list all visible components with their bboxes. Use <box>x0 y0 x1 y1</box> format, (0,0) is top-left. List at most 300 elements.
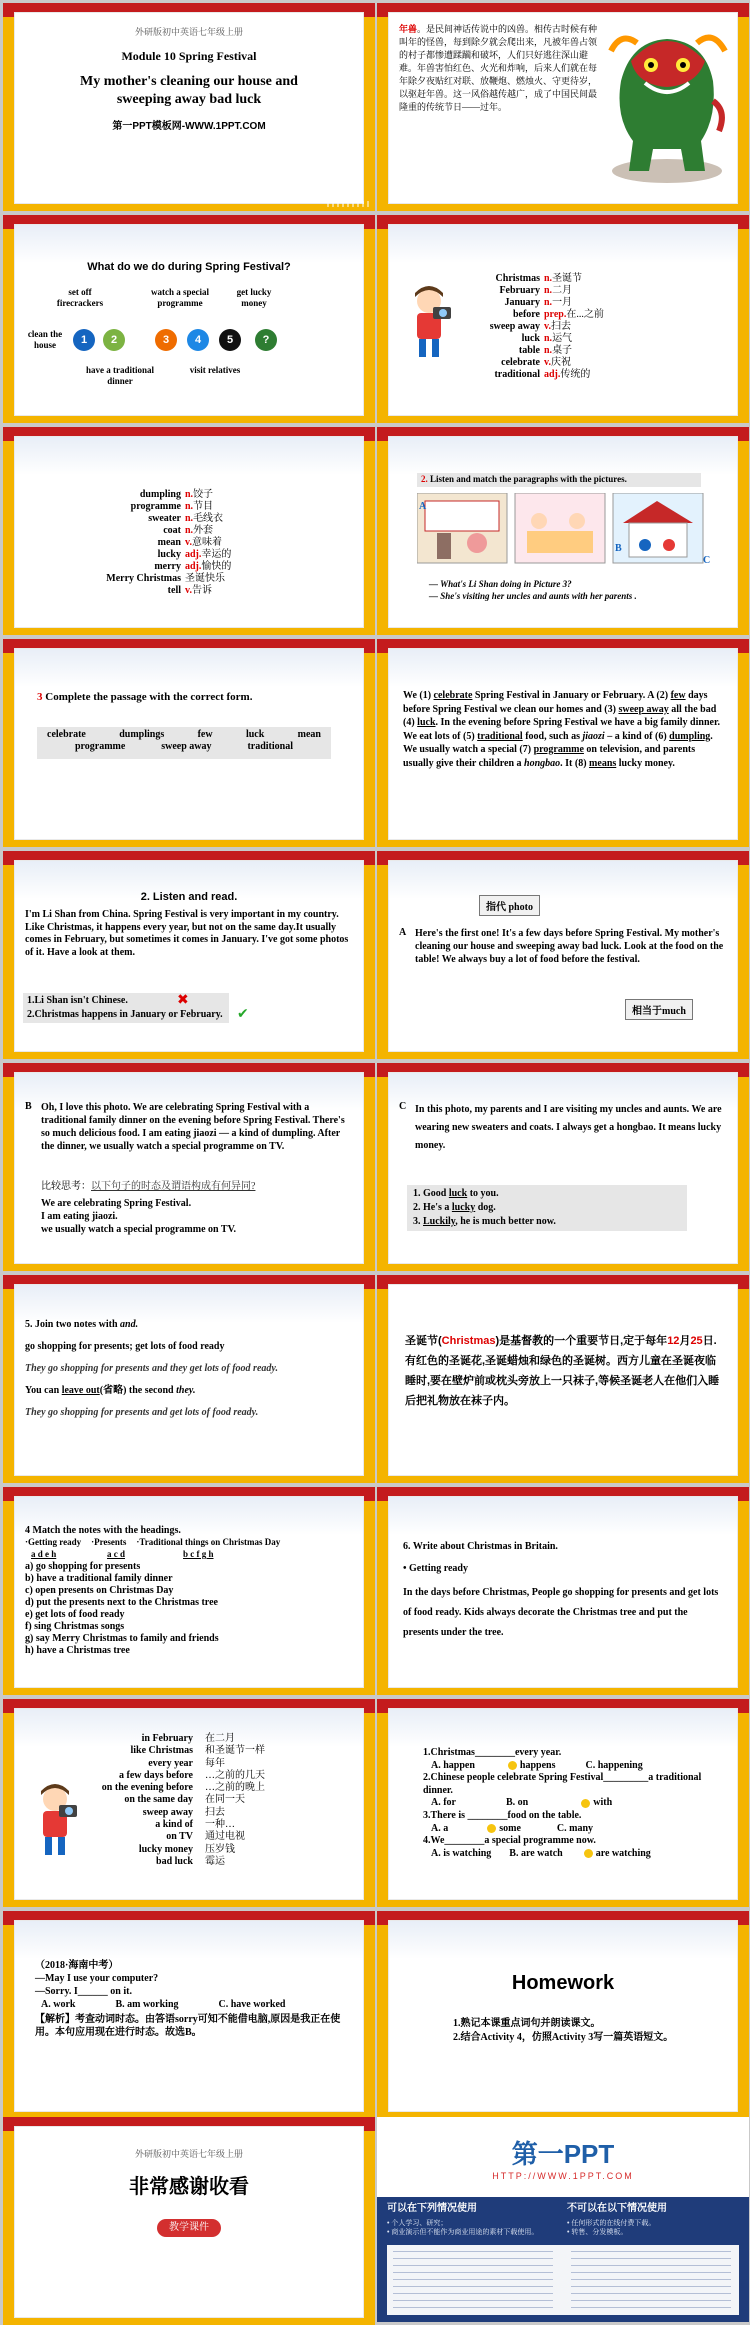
activities-title: What do we do during Spring Festival? <box>87 261 291 273</box>
phrase-meaning: 一种… <box>205 1819 235 1831</box>
true-false-box <box>23 993 229 1023</box>
answer-5: traditional <box>477 730 523 742</box>
quiz-question: 2.Chinese people celebrate Spring Festival_________a traditional dinner. <box>423 1772 702 1796</box>
quiz-option[interactable]: A. happen <box>431 1759 475 1771</box>
slide-10[interactable] <box>377 851 749 1059</box>
word-bank-item: traditional <box>247 741 293 752</box>
bulb-icon <box>584 1849 593 1858</box>
slide-11[interactable] <box>3 1063 375 1271</box>
passage-text: lucky money. <box>618 757 675 769</box>
picture-question: — What's Li Shan doing in Picture 3? <box>429 579 572 589</box>
vocab-row <box>35 525 231 537</box>
quiz-option[interactable]: A. for <box>431 1797 456 1809</box>
lesson-title <box>15 73 363 109</box>
word-forms-box <box>407 1185 687 1231</box>
word: dumpling <box>139 489 181 500</box>
passage-text: . It (8) <box>560 757 587 769</box>
vocab-list-2 <box>35 489 231 597</box>
slide-2[interactable] <box>377 3 749 211</box>
phrase: a kind of <box>155 1819 193 1831</box>
exam-question <box>35 1959 349 2039</box>
example-1: We are celebrating Spring Festival. <box>41 1198 192 1209</box>
note-item: a) go shopping for presents <box>25 1561 141 1572</box>
three-pictures <box>417 493 707 567</box>
bulb-icon <box>508 1761 517 1770</box>
quiz-option-correct[interactable] <box>578 1797 612 1810</box>
word-meaning: 二月 <box>552 285 573 296</box>
form-line-3 <box>413 1215 681 1229</box>
word-meaning: 告诉 <box>191 585 212 596</box>
slide-13[interactable] <box>3 1275 375 1483</box>
nian-text <box>399 23 599 114</box>
phrase-row <box>71 1758 265 1770</box>
vocab-row <box>35 585 231 597</box>
exam-option[interactable]: B. am working <box>115 1999 179 2010</box>
listen-paragraph: I'm Li Shan from China. Spring Festival is very important in my country. Like Christmas, it happens every year, but not on the same day.It usually comes in February, but sometimes it comes in January. I've got some photos of it. Have a look at them. <box>25 909 349 958</box>
vocab-row <box>35 549 231 561</box>
note-item: b) have a traditional family dinner <box>25 1573 173 1584</box>
statement-2: 2.Christmas happens in January or February. <box>27 1009 223 1020</box>
note-item: c) open presents on Christmas Day <box>25 1585 174 1596</box>
paragraph-a-text: Here's the first one! It's a few days before Spring Festival. My mother's cleaning our house and sweeping away bad luck. Look at the food on the table! We always buy a lot of food before the festival. <box>415 928 724 965</box>
join-result-2: They go shopping for presents and get lots of food ready. <box>25 1407 259 1418</box>
note-item: f) sing Christmas songs <box>25 1621 125 1632</box>
join-title-text: 5. Join two notes with <box>25 1319 118 1330</box>
label-lucky-money: get lucky money <box>236 287 272 308</box>
answer-3: sweep away <box>618 703 669 715</box>
quiz-card <box>389 1709 737 1899</box>
paragraph-b-card <box>15 1073 363 1263</box>
quiz-list <box>423 1747 723 1860</box>
homework-card <box>389 1921 737 2111</box>
join-title-word: and. <box>120 1319 139 1330</box>
statement-1: 1.Li Shan isn't Chinese. <box>27 995 128 1006</box>
vocab-row <box>439 345 604 357</box>
heading-key-3: b c f g h <box>183 1549 214 1559</box>
links-panel <box>387 2245 739 2315</box>
paragraph-letter: A <box>399 927 407 938</box>
quiz-option[interactable]: A. a <box>431 1822 449 1834</box>
courseware-button[interactable]: 教学课件 <box>157 2219 221 2237</box>
phrase-meaning: …之前的几天 <box>205 1769 265 1781</box>
step-1: 1 <box>73 329 95 351</box>
slide-19[interactable] <box>3 1911 375 2119</box>
slide-6[interactable] <box>377 427 749 635</box>
word-meaning: 节目 <box>193 501 214 512</box>
quiz-option-text: with <box>593 1797 613 1809</box>
label-relatives: visit relatives <box>189 365 241 375</box>
allowed-list <box>387 2219 557 2237</box>
exam-question-card <box>15 1921 363 2111</box>
exam-line: —Sorry. I______ on it. <box>35 1986 132 1997</box>
phrase-row <box>71 1819 265 1831</box>
word-pos: v. <box>185 585 192 596</box>
passage-text: – a kind of (6) <box>607 730 667 742</box>
word: merry <box>154 561 181 572</box>
word-meaning: 运气 <box>552 333 573 344</box>
quiz-option[interactable]: C. many <box>556 1822 594 1834</box>
listen-read-card <box>15 861 363 1051</box>
note-item: g) say Merry Christmas to family and friends <box>25 1633 219 1644</box>
phrase-row <box>71 1794 265 1806</box>
paragraph-letter: B <box>25 1101 32 1112</box>
compare-prompt <box>41 1181 255 1193</box>
phrase-row <box>71 1733 265 1745</box>
form-text: 1. Good <box>413 1188 447 1199</box>
heading-key-2: a c d <box>107 1549 125 1559</box>
slide-1[interactable] <box>3 3 375 211</box>
word-pos: n. <box>185 501 194 512</box>
word-pos: v. <box>185 537 192 548</box>
quiz-question: 1.Christmas________every year. <box>423 1747 562 1758</box>
quiz-option-correct[interactable] <box>505 1760 556 1773</box>
phrase-meaning: 和圣诞节一样 <box>205 1745 265 1757</box>
series-label: 外研版初中英语七年级上册 <box>134 2149 243 2159</box>
explanation-label: 【解析】 <box>35 2014 75 2025</box>
answer-6: dumpling <box>669 730 711 742</box>
label-dinner: have a traditional dinner <box>85 365 154 386</box>
vocab-row <box>35 501 231 513</box>
phrase: a few days before <box>119 1769 193 1781</box>
vocab-row <box>35 573 231 585</box>
passage-answers-card <box>389 649 737 839</box>
answer-2: few <box>670 690 686 701</box>
homework-title: Homework <box>511 1972 615 1994</box>
compare-examples <box>41 1197 236 1236</box>
compare-question: 以下句子的时态及谓语构成有何异同? <box>91 1181 256 1192</box>
passage-text: all the bad (4) <box>403 703 717 728</box>
phrase-meaning: 在同一天 <box>205 1794 245 1806</box>
intro-text: 圣诞节( <box>405 1335 442 1347</box>
brand-text: 第一PPT模板网-WWW.1PPT.COM <box>112 121 266 132</box>
notes-list <box>25 1561 219 1657</box>
instruction-number: 2. <box>421 474 428 484</box>
word: sweater <box>148 513 181 524</box>
vocab-row <box>35 537 231 549</box>
slide-9[interactable] <box>3 851 375 1059</box>
thanks-title: 非常感谢收看 <box>129 2176 249 2198</box>
note-item: h) have a Christmas tree <box>25 1645 130 1656</box>
word: sweep away <box>489 321 540 332</box>
match-pictures-card <box>389 437 737 627</box>
form-text: , he is much better now. <box>455 1216 556 1227</box>
picture-letter-c: C <box>703 555 711 566</box>
match-instruction <box>417 473 701 487</box>
vocab-card-1 <box>389 225 737 415</box>
join-notes-card <box>15 1285 363 1475</box>
phrase-meaning: 霉运 <box>205 1855 225 1867</box>
word-pos: adj. <box>185 549 202 560</box>
christmas-intro-text <box>405 1331 725 1411</box>
forbidden-item: • 转售、分发模板。 <box>567 2229 628 2236</box>
vocab-row <box>35 561 231 573</box>
decor-dots <box>327 201 371 207</box>
phrase-meaning: 在二月 <box>205 1733 235 1744</box>
word-meaning: 一月 <box>552 297 573 308</box>
compare-label: 比较思考： <box>41 1181 91 1192</box>
phrase-row <box>71 1856 265 1868</box>
word: celebrate <box>501 357 540 368</box>
phrase-row <box>71 1770 265 1782</box>
complete-title <box>37 691 252 704</box>
word-pos: adj. <box>185 561 202 572</box>
quiz-options <box>423 1848 723 1861</box>
phrase-meaning: 压岁钱 <box>205 1843 235 1855</box>
quiz-option-text: happens <box>519 1759 556 1771</box>
word-meaning: 意味着 <box>191 537 222 548</box>
slide-16[interactable] <box>377 1487 749 1695</box>
vocab-row <box>35 489 231 501</box>
form-line-1 <box>413 1187 681 1201</box>
quiz-option-text: are watching <box>595 1847 651 1859</box>
slide-8[interactable] <box>377 639 749 847</box>
word: before <box>512 309 540 320</box>
step-2: 2 <box>103 329 125 351</box>
forbidden-item: • 任何形式的在线付费下载。 <box>567 2220 656 2227</box>
bulb-icon <box>487 1824 496 1833</box>
word: February <box>499 285 540 296</box>
activities-card <box>15 225 363 415</box>
form-text: to you. <box>469 1188 499 1199</box>
phrase: sweep away <box>142 1806 193 1818</box>
slide-21[interactable] <box>3 2117 375 2325</box>
heading-3: ·Traditional things on Christmas Day <box>136 1537 281 1547</box>
passage-text: food, such as <box>525 730 580 742</box>
word-meaning: 圣诞节 <box>552 273 583 284</box>
check-mark-icon: ✔ <box>237 1006 249 1022</box>
allowed-item: • 商业演示但不能作为商业用途的素材下载使用。 <box>387 2229 539 2236</box>
word-bank <box>37 727 331 759</box>
bulb-icon <box>581 1799 590 1808</box>
vocab-row <box>35 513 231 525</box>
answer-8: means <box>589 757 617 769</box>
forbidden-heading: 不可以在以下情况使用 <box>567 2203 667 2214</box>
passage-text: Spring Festival in January or February. A (2) <box>474 690 669 701</box>
slide-7[interactable] <box>3 639 375 847</box>
quiz-option[interactable]: C. happening <box>585 1759 643 1771</box>
vocab-row <box>439 297 604 309</box>
homework-item: 2.结合Activity 4，仿照Activity 3写一篇英语短文。 <box>453 2032 674 2043</box>
quiz-option-text: some <box>499 1822 521 1834</box>
phrase-row <box>71 1782 265 1794</box>
word: mean <box>157 537 181 548</box>
word-bank-item: sweep away <box>161 741 212 752</box>
homework-item: 1.熟记本课重点词句并朗读课文。 <box>453 2018 601 2029</box>
passage-text: We (1) <box>403 690 432 701</box>
quiz-option-correct[interactable] <box>484 1823 521 1836</box>
word: luck <box>521 333 540 344</box>
passage-text: . We usually watch a special (7) <box>403 730 713 755</box>
vocab-list-1 <box>439 273 604 381</box>
note-callout-1: 指代 photo <box>479 895 540 916</box>
slide-20[interactable] <box>377 1911 749 2119</box>
form-answer: Luckily <box>423 1216 456 1227</box>
forbidden-list <box>567 2219 737 2237</box>
site-url[interactable]: HTTP://WWW.1PPT.COM <box>492 2171 634 2181</box>
passage-italic: hongbao <box>524 757 561 769</box>
phrase-meaning: 扫去 <box>205 1806 225 1818</box>
allowed-item: • 个人学习、研究； <box>387 2220 448 2227</box>
intro-text: )是基督教的一个重要节日,定于每年 <box>495 1335 668 1347</box>
quiz-option-correct[interactable] <box>581 1848 651 1861</box>
exam-line: —May I use your computer? <box>35 1973 159 1984</box>
phrase-row <box>71 1844 265 1856</box>
word: lucky <box>157 549 181 560</box>
word-meaning: 愉快的 <box>201 561 232 572</box>
word-meaning: 桌子 <box>552 345 573 356</box>
passage-text: on television, and parents usually give their children a <box>403 744 696 769</box>
word-bank-row-2 <box>47 741 321 753</box>
word-pos: n. <box>185 525 194 536</box>
word-meaning: 传统的 <box>560 369 591 380</box>
word-bank-item: luck <box>245 729 265 740</box>
link-lines-right <box>571 2251 731 2309</box>
intro-highlight: 25 <box>690 1335 703 1347</box>
step-5: 5 <box>219 329 241 351</box>
slide-22[interactable] <box>377 2117 749 2322</box>
nian-body: 。是民间神话传说中的凶兽。相传古时候有种叫年的怪兽，每到除夕就会爬出来，凡被年兽占领的村子都惨遭蹂躏和破坏，人们只好逃往深山避难。年兽害怕红色、火光和炸响，后来人们就在每年除夕夜贴红对联、放鞭炮、燃烛火、守更待岁，以驱赶年兽。这一风俗越传越广，成了中国民间最隆重的传统节日——过年。 <box>399 24 598 112</box>
title-card <box>15 13 363 203</box>
slide-3[interactable] <box>3 215 375 423</box>
slide-17[interactable] <box>3 1699 375 1907</box>
exam-option[interactable]: A. work <box>41 1999 76 2010</box>
slide-18[interactable] <box>377 1699 749 1907</box>
paragraph-c-card <box>389 1073 737 1263</box>
form-answer: lucky <box>451 1202 476 1213</box>
word-pos: n. <box>544 297 553 308</box>
link-lines-left <box>393 2251 553 2309</box>
word-meaning: 幸运的 <box>201 549 232 560</box>
answer-7: programme <box>533 744 584 755</box>
vocab-row <box>439 321 604 333</box>
paragraph-c-text: In this photo, my parents and I are visiting my uncles and aunts. We are wearing new sweaters and coats. I always get a hongbao. It means lucky money. <box>415 1104 722 1151</box>
slide-5[interactable] <box>3 427 375 635</box>
phrases-card <box>15 1709 363 1899</box>
form-text: dog. <box>477 1202 496 1213</box>
word-pos: n. <box>544 333 553 344</box>
quiz-option[interactable]: B. on <box>506 1797 529 1809</box>
lesson-title-line2: sweeping away bad luck <box>116 92 262 107</box>
vocab-row <box>439 333 604 345</box>
phrase-meaning: 每年 <box>205 1757 225 1769</box>
join-notes: go shopping for presents; get lots of food ready <box>25 1341 225 1352</box>
answer-1: celebrate <box>433 690 473 701</box>
heading-2: ·Presents <box>91 1537 127 1547</box>
phrase: on the evening before <box>101 1782 193 1794</box>
quiz-option[interactable]: A. is watching <box>431 1847 492 1859</box>
vocab-row <box>439 369 604 381</box>
word: table <box>518 345 540 356</box>
slide-14[interactable] <box>377 1275 749 1483</box>
module-title: Module 10 Spring Festival <box>121 49 257 63</box>
christmas-intro-card <box>389 1285 737 1475</box>
slide-4[interactable] <box>377 215 749 423</box>
picture-letter-b: B <box>615 543 622 554</box>
thanks-card <box>15 2127 363 2317</box>
nian-beast-icon <box>601 21 731 193</box>
word-pos: n. <box>544 273 553 284</box>
heading-1: ·Getting ready <box>25 1537 82 1547</box>
phrase: on the same day <box>124 1794 193 1806</box>
word-bank-item: few <box>197 729 213 740</box>
phrase: bad luck <box>156 1855 193 1867</box>
quiz-options <box>423 1797 723 1810</box>
word-bank-item: programme <box>74 741 126 752</box>
write-text: In the days before Christmas, People go shopping for presents and get lots of food ready. Kids always decorate the Christmas tree and put the presents under the tree. <box>403 1587 719 1638</box>
write-about-card <box>389 1497 737 1687</box>
write-title: 6. Write about Christmas in Britain. <box>403 1541 558 1552</box>
exercise-title: Complete the passage with the correct form. <box>45 691 253 703</box>
word-bank-item: dumplings <box>119 729 165 740</box>
example-3: we usually watch a special programme on TV. <box>41 1224 237 1235</box>
quiz-option[interactable]: B. are watch <box>509 1847 563 1859</box>
form-line-2 <box>413 1201 681 1215</box>
quiz-options <box>423 1823 723 1836</box>
word-meaning: 扫去 <box>550 321 571 332</box>
word: programme <box>130 501 181 512</box>
phrase: lucky money <box>138 1843 193 1855</box>
complete-passage-card <box>15 649 363 839</box>
headings-row <box>25 1537 361 1548</box>
headings-match-card <box>15 1497 363 1687</box>
word-pos: prep. <box>544 309 567 320</box>
listen-title: 2. Listen and read. <box>140 891 238 903</box>
word: coat <box>163 525 181 536</box>
tip-italic: they. <box>176 1385 196 1396</box>
write-subtitle: • Getting ready <box>403 1563 468 1574</box>
exam-option[interactable]: C. have worked <box>218 1999 286 2010</box>
word-pos: n. <box>185 489 194 500</box>
phrase: on TV <box>166 1831 193 1843</box>
slide-15[interactable] <box>3 1487 375 1695</box>
phrase-meaning: 通过电视 <box>205 1831 245 1843</box>
intro-text: 日.有红色的圣诞花,圣诞蜡烛和绿色的圣诞树。西方儿童在圣诞夜临睡时,要在壁炉前或枕头旁放上一只袜子,等候圣诞老人在他们入睡后把礼物放在袜子内。 <box>405 1335 720 1407</box>
word-meaning: 外套 <box>193 525 214 536</box>
form-answer: luck <box>448 1188 468 1199</box>
word-pos: n. <box>544 285 553 296</box>
word: Christmas <box>495 273 540 284</box>
step-4: 4 <box>187 329 209 351</box>
intro-highlight: 12 <box>667 1335 680 1347</box>
phrase: every year <box>148 1757 193 1769</box>
join-tip <box>25 1385 195 1397</box>
passage-text: days before Spring Festival we clean our homes and (3) <box>403 690 708 715</box>
vocab-row <box>439 285 604 297</box>
word: tell <box>167 585 181 596</box>
slide-12[interactable] <box>377 1063 749 1271</box>
intro-text: 月 <box>679 1335 691 1347</box>
phrase-row <box>71 1831 265 1843</box>
phrase: like Christmas <box>130 1745 193 1757</box>
paragraph-letter: C <box>399 1101 407 1112</box>
intro-highlight: Christmas <box>441 1335 496 1347</box>
word-meaning: 毛线衣 <box>193 513 224 524</box>
word-bank-row-1 <box>47 729 321 741</box>
series-label: 外研版初中英语七年级上册 <box>134 27 243 37</box>
tip-text: (省略) the second <box>99 1385 174 1396</box>
nian-card <box>389 13 737 203</box>
paragraph-b-text: Oh, I love this photo. We are celebrating Spring Festival with a traditional family dinner on the evening before Spring Festival. There's so much delicious food. I am eating jiaozi — a kind of dumpling. After the dinner, we usually watch a special programme on TV. <box>41 1102 345 1152</box>
nian-lead: 年兽 <box>399 24 418 34</box>
word: January <box>504 297 540 308</box>
example-2: I am eating jiaozi. <box>41 1211 118 1222</box>
step-3: 3 <box>155 329 177 351</box>
word-meaning: 庆祝 <box>550 357 571 368</box>
join-title <box>25 1319 138 1331</box>
phrase-row <box>71 1745 265 1757</box>
vocab-row <box>439 357 604 369</box>
usage-panel <box>377 2197 749 2322</box>
